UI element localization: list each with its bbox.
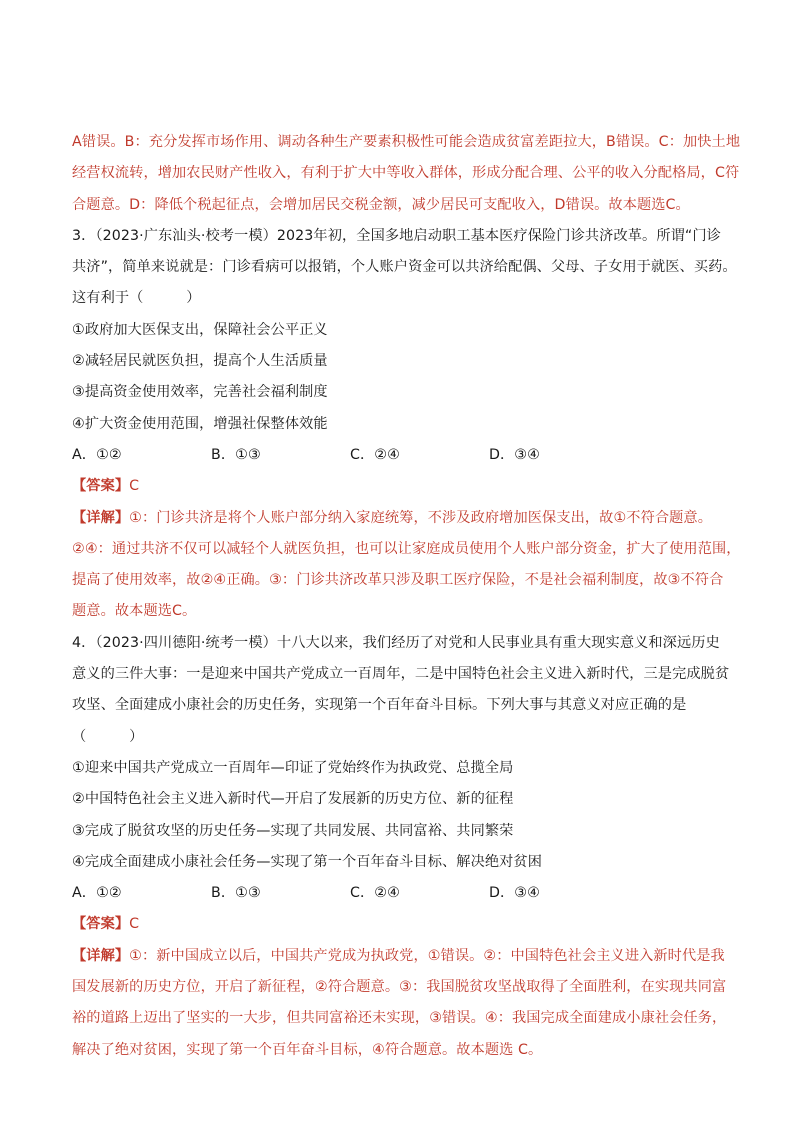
option-b: B．①③	[211, 885, 261, 902]
question-stem-line: 4．（2023·四川德阳·统考一模）十八大以来，我们经历了对党和人民事业具有重大现实意义和深远历史	[72, 634, 720, 651]
statement-item: ②中国特色社会主义进入新时代—开启了发展新的历史方位、新的征程	[72, 791, 514, 808]
question-stem-line: 3．（2023·广东汕头·校考一模）2023年初，全国多地启动职工基本医疗保险门诊共济改革。所谓“门诊	[72, 227, 721, 244]
answer-line	[72, 909, 732, 940]
statement-item: ①政府加大医保支出，保障社会公平正义	[72, 321, 328, 338]
explanation-line: 题意。故本题选C。	[72, 603, 197, 620]
explain-label: 【详解】	[72, 947, 130, 964]
explanation-text: ①：门诊共济是将个人账户部分纳入家庭统筹，不涉及政府增加医保支出，故①不符合题意。	[129, 509, 713, 526]
statement-item: ④扩大资金使用范围，增强社保整体效能	[72, 415, 328, 432]
document-page	[72, 127, 741, 1066]
option-b: B．①③	[211, 446, 261, 463]
answer-value: C	[129, 478, 140, 495]
question-4	[72, 628, 732, 1066]
question-stem-line: 这有利于（ ）	[72, 290, 201, 307]
explanation-line: 提高了使用效率，故②④正确。③：门诊共济改革只涉及职工医疗保险，不是社会福利制度，故③不符合	[72, 572, 724, 589]
option-d: D．③④	[489, 885, 540, 902]
statement-item: ③完成了脱贫攻坚的历史任务—实现了共同发展、共同富裕、共同繁荣	[72, 822, 514, 839]
explanation-line: 国发展新的历史方位，开启了新征程，②符合题意。③：我国脱贫攻坚战取得了全面胜利，在实现共同富	[72, 979, 727, 996]
answer-line	[72, 471, 732, 502]
statement-item: ①迎来中国共产党成立一百周年—印证了党始终作为执政党、总揽全局	[72, 759, 514, 776]
answer-label: 【答案】	[72, 478, 130, 495]
option-d: D．③④	[489, 446, 540, 463]
question-stem-line: （ ）	[72, 728, 144, 745]
explanation-line: 解决了绝对贫困，实现了第一个百年奋斗目标，④符合题意。故本题选 C。	[72, 1041, 543, 1058]
question-stem-line: 意义的三件大事：一是迎来中国共产党成立一百周年，二是中国特色社会主义进入新时代，三是完成脱贫	[72, 666, 730, 683]
question-stem-line: 攻坚、全面建成小康社会的历史任务，实现第一个百年奋斗目标。下列大事与其意义对应正确的是	[72, 697, 687, 714]
question-3	[72, 221, 741, 628]
explanation-line	[72, 941, 732, 972]
explanation-line	[72, 503, 732, 534]
answer-label: 【答案】	[72, 916, 130, 933]
explanation-line: 合题意。D：降低个税起征点，会增加居民交税金额，减少居民可支配收入，D错误。故本题选C。	[72, 196, 690, 213]
question-stem-line: 共济”，简单来说就是：门诊看病可以报销，个人账户资金可以共济给配偶、父母、子女用于就医、买药。	[72, 259, 737, 276]
explanation-line: 裕的道路上迈出了坚实的一大步，但共同富裕还未实现，③错误。④：我国完成全面建成小康社会任务，	[72, 1010, 727, 1027]
option-a: A．①②	[72, 446, 122, 463]
explanation-text: ①：新中国成立以后，中国共产党成为执政党，①错误。②：中国特色社会主义进入新时代是我	[129, 947, 725, 964]
statement-item: ④完成全面建成小康社会任务—实现了第一个百年奋斗目标、解决绝对贫困	[72, 853, 543, 870]
option-a: A．①②	[72, 885, 122, 902]
answer-value: C	[129, 916, 140, 933]
option-c: C．②④	[350, 446, 400, 463]
explanation-line: ②④：通过共济不仅可以减轻个人就医负担，也可以让家庭成员使用个人账户部分资金，扩大了使用范围，	[72, 540, 741, 557]
answer-options	[72, 878, 732, 909]
prev-explanation	[72, 127, 741, 221]
option-c: C．②④	[350, 885, 400, 902]
statement-item: ③提高资金使用效率，完善社会福利制度	[72, 384, 328, 401]
explanation-line: 经营权流转，增加农民财产性收入，有利于扩大中等收入群体，形成分配合理、公平的收入分配格局，C符	[72, 165, 740, 182]
explanation-line: A错误。B：充分发挥市场作用、调动各种生产要素积极性可能会造成贫富差距拉大，B错误。C：加快土地	[72, 134, 741, 150]
statement-item: ②减轻居民就医负担，提高个人生活质量	[72, 353, 328, 370]
answer-options	[72, 440, 732, 471]
explain-label: 【详解】	[72, 509, 130, 526]
